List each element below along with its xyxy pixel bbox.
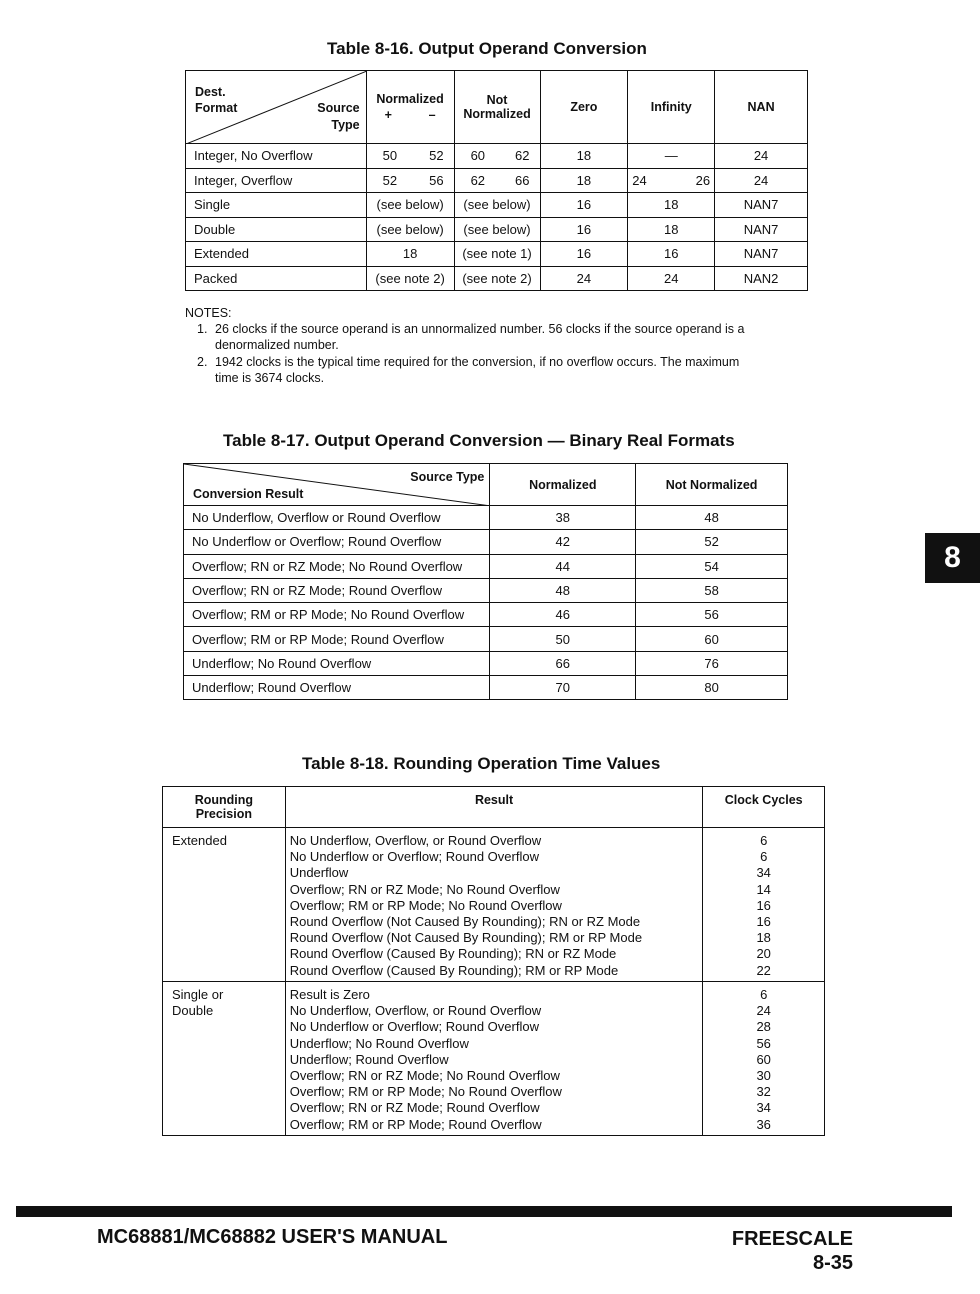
manual-title: MC68881/MC68882 USER'S MANUAL <box>97 1226 448 1248</box>
normalized-cell: 50 52 <box>366 144 454 169</box>
infinity-cell: 24 <box>628 266 715 291</box>
note-1-text-line1: 26 clocks if the source operand is an unnormalized number. 56 clocks if the source operand is a <box>215 322 745 336</box>
table-row <box>186 193 808 218</box>
not-normalized-cell: 62 66 <box>454 168 540 193</box>
normalized-cell: 48 <box>490 578 636 602</box>
format-cell: Integer, Overflow <box>186 168 367 193</box>
precision-cell <box>163 828 286 982</box>
zero-cell: 16 <box>540 193 628 218</box>
precision-double: Double <box>172 1003 214 1019</box>
infinity-cell: 18 <box>628 193 715 218</box>
infinity-cell: — <box>628 144 715 169</box>
not-normalized-label: Normalized <box>463 107 531 121</box>
table-row <box>184 603 788 627</box>
rounding-precision-header <box>163 787 286 828</box>
notes-label: NOTES: <box>185 306 232 320</box>
conversion-result-cell: Underflow; No Round Overflow <box>184 651 490 675</box>
normalized-label: Normalized <box>376 92 444 106</box>
not-normalized-cell: 58 <box>636 578 788 602</box>
not-normalized-cell: 48 <box>636 506 788 530</box>
format-cell: Extended <box>186 242 367 267</box>
note-2-text-line1: 1942 clocks is the typical time required for the conversion, if no overflow occurs. The maximum <box>215 355 740 369</box>
nan-cell: 24 <box>715 144 808 169</box>
table-row <box>186 217 808 242</box>
normalized-cell: 66 <box>490 651 636 675</box>
infinity-cell: 18 <box>628 217 715 242</box>
normalized-cell: 42 <box>490 530 636 554</box>
not-normalized-cell: (see note 1) <box>454 242 540 267</box>
not-normalized-cell: 56 <box>636 603 788 627</box>
zero-cell: 16 <box>540 217 628 242</box>
infinity-cell: 24 26 <box>628 168 715 193</box>
result-list: Result is Zero No Underflow, Overflow, or Round Overflow No Underflow or Overflow; Round Overflow Underflow; No Round Overflow Underflow; Round Overflow Overflow; RN or RZ Mode; No Round Overflow Overflow; RM or RP Mode; No Round Overflow Overflow; RN or RZ Mode; Round Overflow Overflow; RM or RP Mode; Round Overflow <box>289 987 562 1132</box>
conversion-result-cell: Overflow; RM or RP Mode; Round Overflow <box>184 627 490 651</box>
normalized-cell: 70 <box>490 676 636 700</box>
result-header: Result <box>285 787 703 828</box>
table-8-16 <box>185 70 808 291</box>
normalized-cell: (see below) <box>366 193 454 218</box>
note-1-number: 1. <box>197 322 208 336</box>
nan-cell: NAN7 <box>715 242 808 267</box>
nan-cell: NAN7 <box>715 193 808 218</box>
table-row <box>184 627 788 651</box>
result-list: No Underflow, Overflow, or Round Overflow No Underflow or Overflow; Round Overflow Underflow Overflow; RN or RZ Mode; No Round Overflow Overflow; RM or RP Mode; No Round Overflow Round Overflow (Not Caused By Rounding); RN or RZ Mode Round Overflow (Not Caused By Rounding); RM or RP Mode Round Overflow (Caused By Rounding); RN or RZ Mode Round Overflow (Caused By Rounding); RM or RP Mode <box>289 833 643 978</box>
nan-cell: NAN7 <box>715 217 808 242</box>
note-2-number: 2. <box>197 355 208 369</box>
normalized-cell: 50 <box>490 627 636 651</box>
brand-name: FREESCALE <box>731 1228 853 1250</box>
format-cell: Double <box>186 217 367 242</box>
rounding-label: Rounding <box>194 793 254 807</box>
source-label: Source <box>317 101 360 115</box>
not-normalized-cell: 76 <box>636 651 788 675</box>
table-8-18-title: Table 8-18. Rounding Operation Time Values <box>302 754 661 773</box>
dest-format-source-type-header <box>186 71 367 144</box>
not-normalized-cell: 80 <box>636 676 788 700</box>
zero-cell: 18 <box>540 144 628 169</box>
conversion-result-cell: Underflow; Round Overflow <box>184 676 490 700</box>
precision-label: Precision <box>195 807 252 821</box>
normalized-cell: 38 <box>490 506 636 530</box>
conversion-result-cell: Overflow; RM or RP Mode; No Round Overflow <box>184 603 490 627</box>
normalized-cell: 52 56 <box>366 168 454 193</box>
table-row <box>163 982 825 1136</box>
conversion-result-cell: No Underflow, Overflow or Round Overflow <box>184 506 490 530</box>
normalized-cell: 44 <box>490 554 636 578</box>
not-normalized-cell: (see note 2) <box>454 266 540 291</box>
zero-header: Zero <box>540 71 628 144</box>
nan-cell: 24 <box>715 168 808 193</box>
infinity-cell: 16 <box>628 242 715 267</box>
format-cell: Packed <box>186 266 367 291</box>
table-row <box>186 144 808 169</box>
source-type-conversion-header <box>184 464 490 506</box>
normalized-cell: 18 <box>366 242 454 267</box>
not-normalized-cell: 60 <box>636 627 788 651</box>
conversion-result-cell: Overflow; RN or RZ Mode; Round Overflow <box>184 578 490 602</box>
format-cell: Single <box>186 193 367 218</box>
infinity-header: Infinity <box>628 71 715 144</box>
normalized-cell: 46 <box>490 603 636 627</box>
not-normalized-cell: 54 <box>636 554 788 578</box>
table-row <box>184 676 788 700</box>
table-row <box>186 168 808 193</box>
cycles-cell <box>703 828 825 982</box>
normalized-cell: (see below) <box>366 217 454 242</box>
clock-cycles-header: Clock Cycles <box>703 787 825 828</box>
conversion-result-cell: Overflow; RN or RZ Mode; No Round Overflow <box>184 554 490 578</box>
dest-label: Dest. <box>195 85 226 99</box>
format-label: Format <box>195 101 238 115</box>
normalized-cell: (see note 2) <box>366 266 454 291</box>
not-label: Not <box>486 93 508 107</box>
normalized-header <box>366 71 454 144</box>
table-8-17 <box>183 463 788 700</box>
chapter-tab: 8 <box>925 533 980 583</box>
precision-cell <box>163 982 286 1136</box>
zero-cell: 24 <box>540 266 628 291</box>
note-1-text-line2: denormalized number. <box>215 338 339 352</box>
conversion-result-label: Conversion Result <box>193 487 304 501</box>
table-row <box>186 242 808 267</box>
table-8-17-title: Table 8-17. Output Operand Conversion — Binary Real Formats <box>223 431 735 450</box>
precision-extended: Extended <box>172 833 227 848</box>
not-normalized-cell: 60 62 <box>454 144 540 169</box>
not-normalized-header <box>454 71 540 144</box>
type-label: Type <box>331 118 360 132</box>
table-row <box>184 651 788 675</box>
zero-cell: 16 <box>540 242 628 267</box>
result-cell <box>285 982 703 1136</box>
footer-rule <box>16 1206 952 1217</box>
table-row <box>184 506 788 530</box>
table-8-18 <box>162 786 825 1136</box>
table-row <box>163 828 825 982</box>
table-row <box>184 530 788 554</box>
table-row <box>184 578 788 602</box>
not-normalized-cell: (see below) <box>454 193 540 218</box>
normalized-header: Normalized <box>490 464 636 506</box>
precision-single-or: Single or <box>172 987 224 1002</box>
source-type-label: Source Type <box>410 470 485 484</box>
zero-cell: 18 <box>540 168 628 193</box>
minus-label: – <box>428 108 436 122</box>
not-normalized-cell: (see below) <box>454 217 540 242</box>
table-8-16-title: Table 8-16. Output Operand Conversion <box>327 39 647 58</box>
note-2-text-line2: time is 3674 clocks. <box>215 371 325 385</box>
cycles-list: 6 6 34 14 16 16 18 20 22 <box>756 833 771 978</box>
conversion-result-cell: No Underflow or Overflow; Round Overflow <box>184 530 490 554</box>
cycles-cell <box>703 982 825 1136</box>
cycles-list: 6 24 28 56 60 30 32 34 36 <box>756 987 771 1132</box>
plus-label: + <box>384 108 392 122</box>
result-cell <box>285 828 703 982</box>
nan-cell: NAN2 <box>715 266 808 291</box>
table-row <box>186 266 808 291</box>
page-number: 8-35 <box>812 1252 853 1274</box>
table-row <box>184 554 788 578</box>
format-cell: Integer, No Overflow <box>186 144 367 169</box>
not-normalized-header: Not Normalized <box>636 464 788 506</box>
not-normalized-cell: 52 <box>636 530 788 554</box>
nan-header: NAN <box>715 71 808 144</box>
